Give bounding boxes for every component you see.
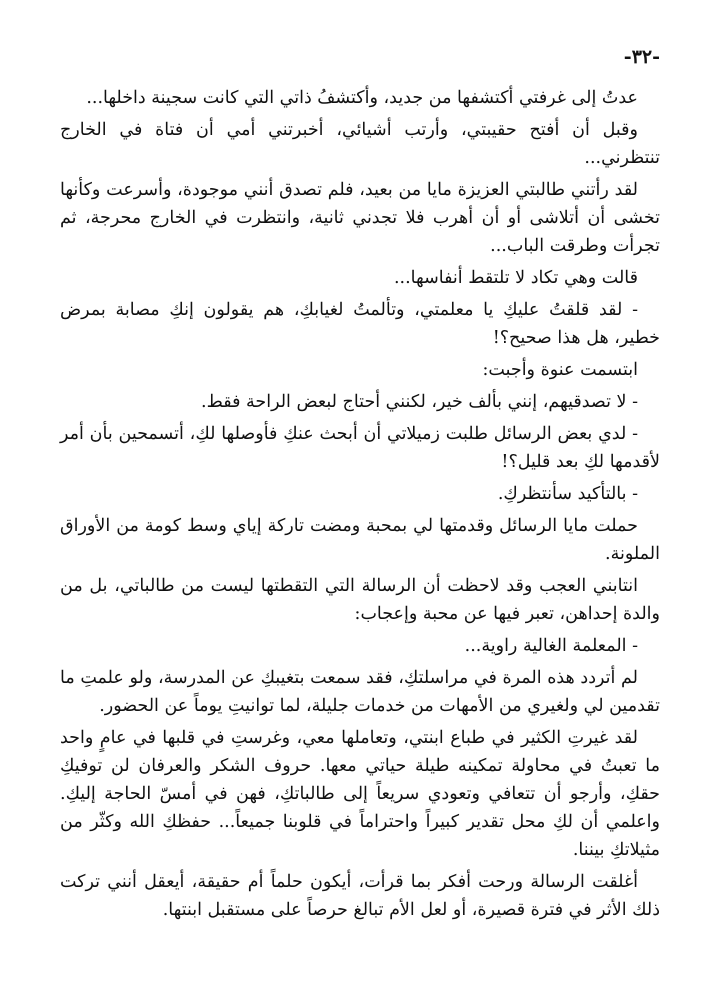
paragraph: حملت مايا الرسائل وقدمتها لي بمحبة ومضت تاركة إياي وسط كومة من الأوراق الملونة. bbox=[60, 516, 660, 564]
paragraph: أغلقت الرسالة ورحت أفكر بما قرأت، أيكون حلماً أم حقيقة، أيعقل أنني تركت ذلك الأثر في فترة قصيرة، أو لعل الأم تبالغ حرصاً على مستقبل ابنتها. bbox=[60, 872, 660, 920]
paragraph: - المعلمة الغالية راوية... bbox=[464, 636, 638, 656]
paragraph: لقد غيرتِ الكثير في طباع ابنتي، وتعاملها معي، وغرستِ في قلبها في عامٍ واحد ما تعبتُ في محاولة تمكينه طيلة حياتي معها. حروف الشكر والعرفان لن توفيكِ حقكِ، وأرجو أن تتعافي وتعودي سريعاً إلى طالباتكِ، فهن في أمسّ الحاجة إليكِ. واعلمي أن لكِ محل تقدير كبيراً واحتراماً في قلوبنا جميعاً... حفظكِ الله وكثّر من مثيلاتكِ بيننا. bbox=[60, 728, 660, 860]
paragraph: قالت وهي تكاد لا تلتقط أنفاسها... bbox=[393, 268, 638, 288]
paragraph: انتابني العجب وقد لاحظت أن الرسالة التي التقطتها ليست من طالباتي، بل من والدة إحداهن، تعبر فيها عن محبة وإعجاب: bbox=[60, 576, 660, 624]
book-page bbox=[60, 46, 660, 976]
paragraph: لم أتردد هذه المرة في مراسلتكِ، فقد سمعت بتغيبكِ عن المدرسة، ولو علمتِ ما تقدمين لي ولغيري من الأمهات من خدمات جليلة، لما توانيتِ يوماً عن الحضور. bbox=[60, 668, 660, 716]
paragraph: وقبل أن أفتح حقيبتي، وأرتب أشيائي، أخبرتني أمي أن فتاة في الخارج تنتظرني... bbox=[60, 120, 660, 168]
paragraph: - لدي بعض الرسائل طلبت زميلاتي أن أبحث عنكِ فأوصلها لكِ، أتسمحين بأن أمر لأقدمها لكِ بعد قليل؟! bbox=[60, 424, 660, 472]
page-number: -٣٢- bbox=[623, 46, 660, 68]
paragraph: - لا تصدقيهم، إنني بألف خير، لكنني أحتاج لبعض الراحة فقط. bbox=[201, 392, 638, 412]
paragraph: - لقد قلقتُ عليكِ يا معلمتي، وتألمتُ لغيابكِ، هم يقولون إنكِ مصابة بمرض خطير، هل هذا صحيح؟! bbox=[60, 300, 660, 348]
body-text bbox=[60, 84, 660, 928]
paragraph: عدتُ إلى غرفتي أكتشفها من جديد، وأكتشفُ ذاتي التي كانت سجينة داخلها... bbox=[86, 88, 638, 108]
paragraph: ابتسمت عنوة وأجبت: bbox=[482, 360, 638, 380]
paragraph: - بالتأكيد سأنتظركِ. bbox=[497, 484, 638, 504]
paragraph: لقد رأتني طالبتي العزيزة مايا من بعيد، فلم تصدق أنني موجودة، وأسرعت وكأنها تخشى أن أتلاشى أو أن أهرب فلا تجدني ثانية، وانتظرت في الخارج محرجة، ثم تجرأت وطرقت الباب... bbox=[60, 180, 660, 256]
